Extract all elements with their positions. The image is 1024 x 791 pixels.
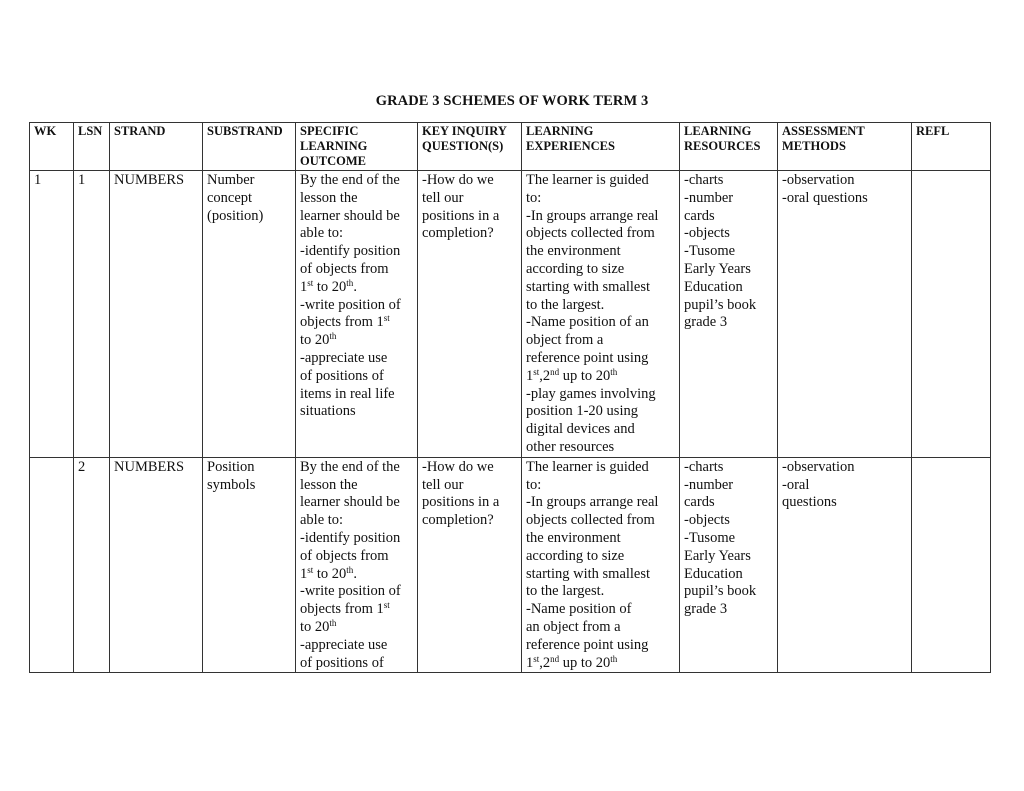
cell-text-line: -identify position [300, 243, 401, 260]
cell-text-line: Early Years [684, 260, 751, 277]
cell-text-line: METHODS [782, 139, 846, 153]
cell-text-line: objects from 1st [300, 600, 390, 618]
cell-text-line: -Tusome [684, 243, 736, 260]
cell-text-line: 1st,2nd up to 20th [526, 366, 618, 384]
cell-text-line: -charts [684, 458, 724, 475]
cell-text-line: 1 [78, 172, 86, 188]
cell-text-line: position 1-20 using [526, 403, 638, 420]
cell-text-line: positions in a [422, 207, 500, 224]
cell-text-line: the environment [526, 243, 621, 260]
cell-text-line: -appreciate use [300, 349, 388, 366]
cell-text-line: pupil’s book [684, 583, 757, 600]
cell-text-line: able to: [300, 512, 344, 529]
cell-text-line: reference point using [526, 349, 649, 366]
cell-refl [912, 457, 991, 673]
cell-lsn [74, 171, 110, 458]
cell-text-line: (position) [207, 207, 264, 224]
cell-text-line: Education [684, 278, 743, 295]
cell-text-line: -How do we [422, 458, 494, 475]
cell-text-line: according to size [526, 547, 625, 564]
cell-text-line: -write position of [300, 296, 401, 313]
cell-specific-learning-outcome [296, 171, 418, 458]
cell-text-line: -Name position of [526, 601, 632, 618]
cell-assessment-methods [778, 171, 912, 458]
cell-text-line: of objects from [300, 547, 389, 564]
cell-text-line: LEARNING [526, 124, 594, 138]
document-title: GRADE 3 SCHEMES OF WORK TERM 3 [375, 93, 649, 109]
cell-text-line: -observation [782, 458, 855, 475]
cell-text-line: questions [782, 494, 837, 511]
cell-text-line: starting with smallest [526, 278, 651, 295]
cell-text-line: By the end of the [300, 458, 400, 475]
cell-text-line: an object from a [526, 618, 621, 635]
cell-text-line: to 20th [300, 617, 337, 635]
cell-text-line: KEY INQUIRY [422, 124, 507, 138]
cell-text-line: -charts [684, 172, 724, 188]
cell-text-line: digital devices and [526, 421, 635, 438]
cell-text-line: reference point using [526, 636, 649, 653]
cell-text-line: NUMBERS [114, 172, 185, 188]
cell-text-line: the environment [526, 529, 621, 546]
cell-text-line: EXPERIENCES [526, 139, 615, 153]
cell-text-line: to: [526, 476, 542, 493]
cell-text-line: completion? [422, 225, 494, 242]
cell-learning-resources [680, 171, 778, 458]
cell-text-line: learner should be [300, 494, 400, 511]
cell-strand [110, 457, 203, 673]
cell-text-line: 1st to 20th. [300, 564, 357, 582]
cell-text-line: The learner is guided [526, 458, 649, 475]
cell-text-line: items in real life [300, 385, 395, 402]
cell-text-line: Number [207, 172, 255, 188]
cell-text-line: -number [684, 189, 734, 206]
cell-text-line: other resources [526, 438, 615, 455]
cell-text-line: LSN [78, 124, 103, 138]
cell-text-line: 2 [78, 458, 86, 475]
cell-text-line: learner should be [300, 207, 400, 224]
header-strand [110, 123, 203, 171]
cell-text-line: -objects [684, 512, 730, 529]
cell-learning-resources [680, 457, 778, 673]
cell-text-line: objects collected from [526, 225, 655, 242]
cell-text-line: objects from 1st [300, 313, 390, 331]
cell-text-line: The learner is guided [526, 172, 649, 188]
cell-text-line: 1 [34, 172, 42, 188]
cell-key-inquiry-questions [418, 171, 522, 458]
cell-text-line: concept [207, 189, 253, 206]
cell-wk [30, 171, 74, 458]
cell-text-line: QUESTION(S) [422, 139, 504, 153]
cell-text-line: 1st to 20th. [300, 277, 357, 295]
cell-text-line: to the largest. [526, 296, 605, 313]
cell-text-line: tell our [422, 189, 464, 206]
cell-text-line: LEARNING [684, 124, 752, 138]
cell-lsn [74, 457, 110, 673]
table-row [30, 457, 991, 673]
cell-text-line: able to: [300, 225, 344, 242]
table-row [30, 171, 991, 458]
cell-text-line: RESOURCES [684, 139, 761, 153]
cell-text-line: to: [526, 189, 542, 206]
cell-strand [110, 171, 203, 458]
cell-text-line: STRAND [114, 124, 166, 138]
header-specific-learning-outcome [296, 123, 418, 171]
header-substrand [203, 123, 296, 171]
header-lsn [74, 123, 110, 171]
cell-text-line: cards [684, 207, 715, 224]
cell-text-line: -Name position of an [526, 314, 649, 331]
cell-text-line: -appreciate use [300, 636, 388, 653]
cell-text-line: -oral [782, 476, 810, 493]
cell-text-line: starting with smallest [526, 565, 651, 582]
cell-text-line: situations [300, 403, 356, 420]
cell-text-line: object from a [526, 332, 604, 349]
cell-text-line: -observation [782, 172, 855, 188]
cell-text-line: -In groups arrange real [526, 207, 659, 224]
header-assessment-methods [778, 123, 912, 171]
cell-learning-experiences [522, 457, 680, 673]
cell-refl [912, 171, 991, 458]
cell-text-line: of positions of [300, 367, 384, 384]
cell-text-line: to 20th [300, 331, 337, 349]
cell-text-line: WK [34, 124, 57, 138]
cell-learning-experiences [522, 171, 680, 458]
schemes-of-work-table [29, 122, 991, 673]
cell-text-line: By the end of the [300, 172, 400, 188]
cell-substrand [203, 457, 296, 673]
cell-text-line: -oral questions [782, 189, 868, 206]
cell-text-line: pupil’s book [684, 296, 757, 313]
cell-text-line: -How do we [422, 172, 494, 188]
header-wk [30, 123, 74, 171]
cell-text-line: -identify position [300, 529, 401, 546]
cell-text-line: Early Years [684, 547, 751, 564]
cell-text-line: according to size [526, 260, 625, 277]
cell-text-line: NUMBERS [114, 458, 185, 475]
table-header-row [30, 123, 991, 171]
cell-assessment-methods [778, 457, 912, 673]
cell-text-line: LEARNING [300, 139, 368, 153]
cell-text-line: -objects [684, 225, 730, 242]
cell-text-line: cards [684, 494, 715, 511]
cell-text-line: OUTCOME [300, 154, 366, 168]
cell-text-line: Education [684, 565, 743, 582]
cell-text-line: -number [684, 476, 734, 493]
header-learning-experiences [522, 123, 680, 171]
cell-specific-learning-outcome [296, 457, 418, 673]
header-learning-resources [680, 123, 778, 171]
cell-wk [30, 457, 74, 673]
header-refl [912, 123, 991, 171]
cell-text-line: -Tusome [684, 529, 736, 546]
cell-text-line: lesson the [300, 189, 358, 206]
cell-text-line: positions in a [422, 494, 500, 511]
cell-text-line: tell our [422, 476, 464, 493]
cell-text-line: SPECIFIC [300, 124, 359, 138]
cell-text-line: 1st,2nd up to 20th [526, 653, 618, 671]
cell-text-line: REFL [916, 124, 950, 138]
cell-text-line: -write position of [300, 583, 401, 600]
cell-text-line: grade 3 [684, 601, 728, 618]
header-key-inquiry-questions [418, 123, 522, 171]
cell-text-line: lesson the [300, 476, 358, 493]
cell-text-line: completion? [422, 512, 494, 529]
cell-text-line: -play games involving [526, 385, 656, 402]
cell-text-line: SUBSTRAND [207, 124, 283, 138]
cell-text-line: -In groups arrange real [526, 494, 659, 511]
cell-text-line: ASSESSMENT [782, 124, 865, 138]
cell-text-line: symbols [207, 476, 256, 493]
cell-text-line: of positions of [300, 654, 384, 671]
cell-key-inquiry-questions [418, 457, 522, 673]
cell-text-line: to the largest. [526, 583, 605, 600]
cell-text-line: grade 3 [684, 314, 728, 331]
cell-text-line: Position [207, 458, 255, 475]
cell-text-line: objects collected from [526, 512, 655, 529]
cell-substrand [203, 171, 296, 458]
cell-text-line: of objects from [300, 260, 389, 277]
